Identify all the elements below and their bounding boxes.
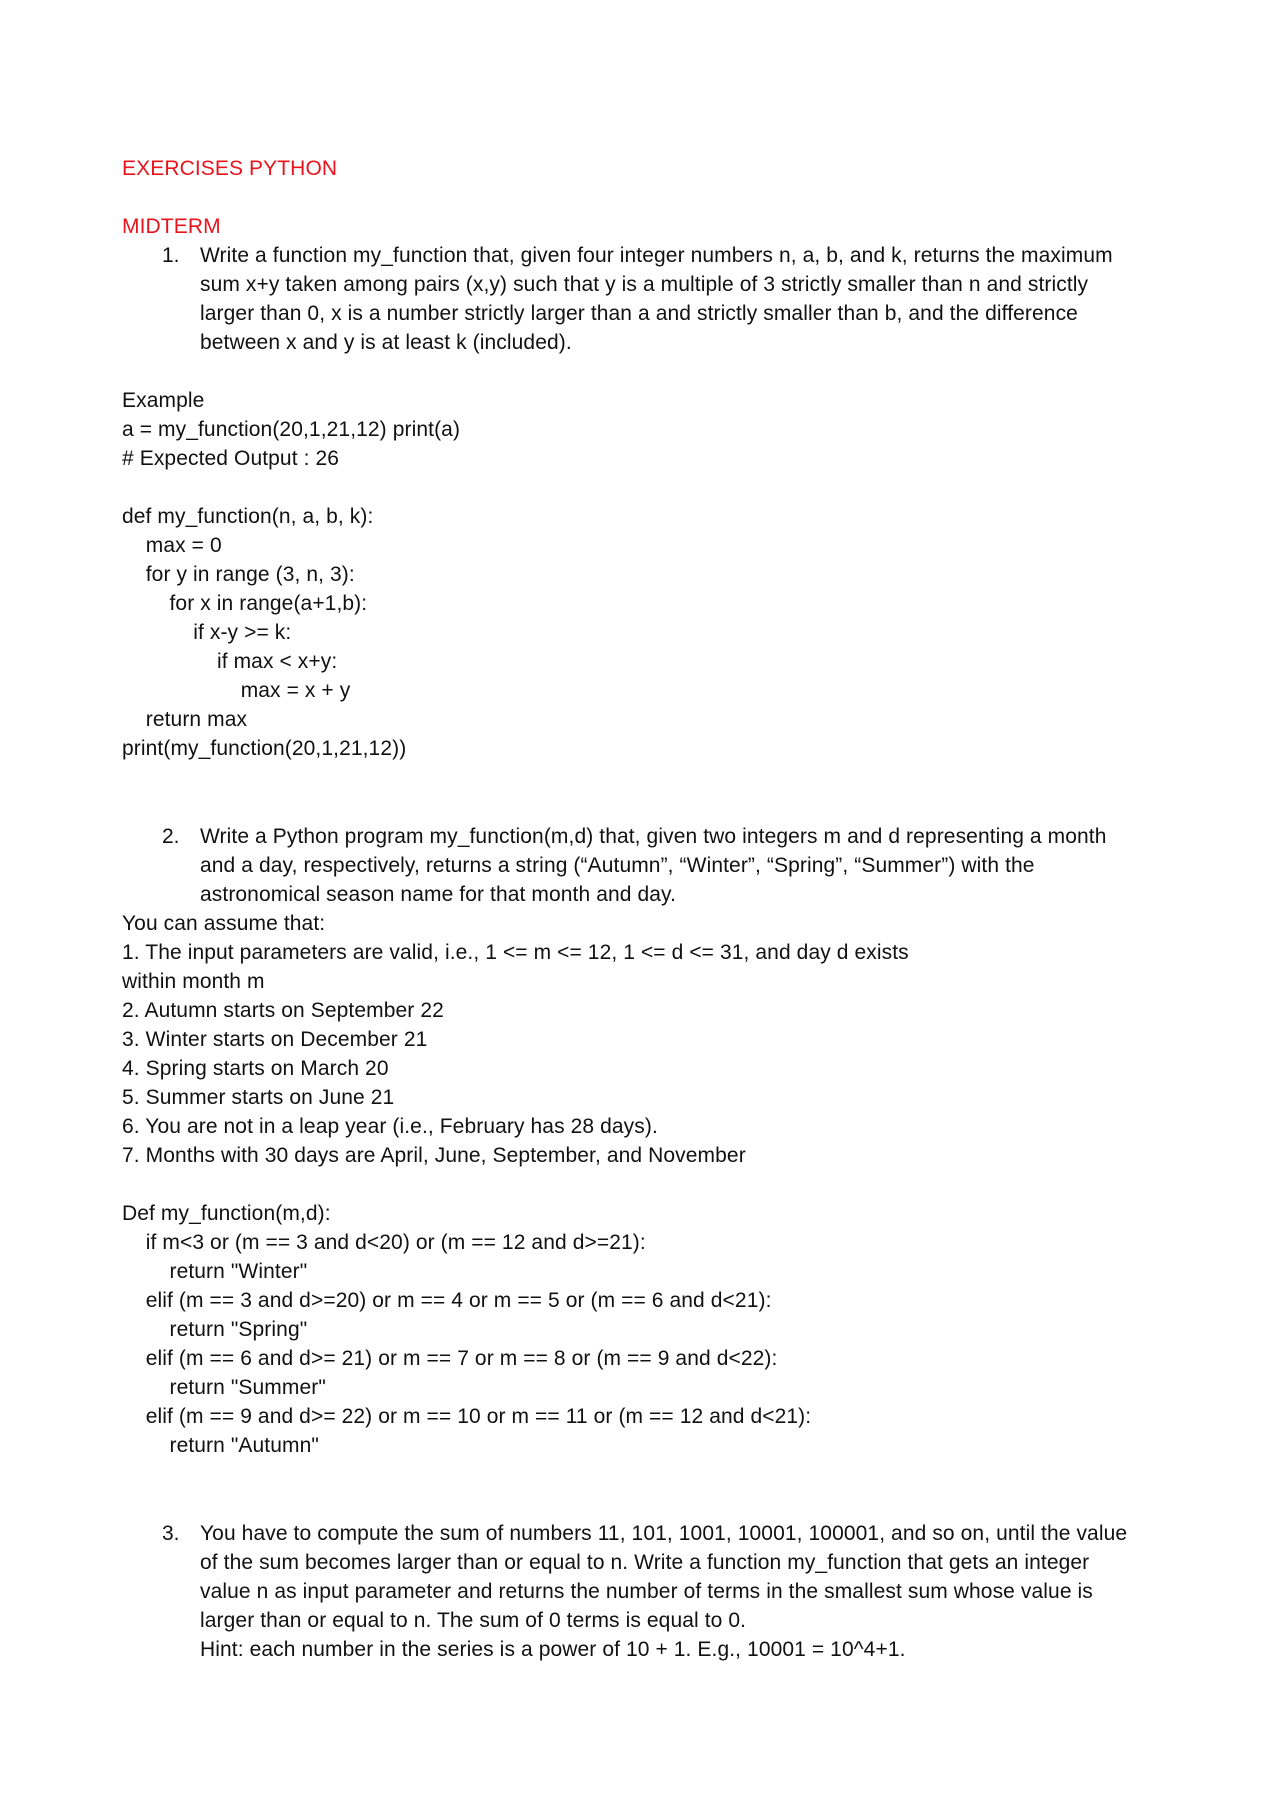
- exercise-1-line: between x and y is at least k (included).: [200, 331, 572, 354]
- exercise-3-number: 3.: [162, 1522, 180, 1545]
- exercise-3-line: You have to compute the sum of numbers 11, 101, 1001, 10001, 100001, and so on, until the value: [200, 1522, 1128, 1545]
- assumption-item: 5. Summer starts on June 21: [122, 1086, 395, 1109]
- code-line: return "Summer": [122, 1376, 326, 1399]
- assumption-item: 1. The input parameters are valid, i.e., 1 <= m <= 12, 1 <= d <= 31, and day d exists: [122, 941, 909, 964]
- code-line: return "Winter": [122, 1260, 308, 1283]
- assumption-item: 2. Autumn starts on September 22: [122, 999, 444, 1022]
- code-line: if x-y >= k:: [122, 621, 292, 644]
- code-line: elif (m == 9 and d>= 22) or m == 10 or m == 11 or (m == 12 and d<21):: [122, 1405, 812, 1428]
- exercise-3-line: larger than or equal to n. The sum of 0 terms is equal to 0.: [200, 1609, 747, 1632]
- code-line: return "Autumn": [122, 1434, 319, 1457]
- code-line: for x in range(a+1,b):: [122, 592, 368, 615]
- assumption-item: within month m: [122, 970, 265, 993]
- code-line: Def my_function(m,d):: [122, 1202, 331, 1225]
- assumptions-label: You can assume that:: [122, 912, 326, 935]
- exercise-3-line: value n as input parameter and returns the number of terms in the smallest sum whose value is: [200, 1580, 1093, 1603]
- code-line: if m<3 or (m == 3 and d<20) or (m == 12 and d>=21):: [122, 1231, 646, 1254]
- code-line: elif (m == 6 and d>= 21) or m == 7 or m == 8 or (m == 9 and d<22):: [122, 1347, 778, 1370]
- section-heading: MIDTERM: [122, 215, 221, 238]
- assumption-item: 7. Months with 30 days are April, June, September, and November: [122, 1144, 746, 1167]
- example-call: a = my_function(20,1,21,12) print(a): [122, 418, 461, 441]
- code-line: print(my_function(20,1,21,12)): [122, 737, 407, 760]
- code-line: for y in range (3, n, 3):: [122, 563, 355, 586]
- exercise-1-number: 1.: [162, 244, 180, 267]
- exercise-1-line: sum x+y taken among pairs (x,y) such that y is a multiple of 3 strictly smaller than n and strictly: [200, 273, 1089, 296]
- assumption-item: 3. Winter starts on December 21: [122, 1028, 428, 1051]
- exercise-1-line: larger than 0, x is a number strictly larger than a and strictly smaller than b, and the difference: [200, 302, 1078, 325]
- assumption-item: 4. Spring starts on March 20: [122, 1057, 389, 1080]
- exercise-2-line: Write a Python program my_function(m,d) that, given two integers m and d representing a month: [200, 825, 1107, 848]
- exercise-1-line: Write a function my_function that, given four integer numbers n, a, b, and k, returns the maximum: [200, 244, 1113, 267]
- example-label: Example: [122, 389, 205, 412]
- code-line: return max: [122, 708, 248, 731]
- code-line: def my_function(n, a, b, k):: [122, 505, 374, 528]
- exercise-2-number: 2.: [162, 825, 180, 848]
- code-line: return "Spring": [122, 1318, 308, 1341]
- example-output: # Expected Output : 26: [122, 447, 340, 470]
- exercise-2-line: astronomical season name for that month and day.: [200, 883, 677, 906]
- code-line: elif (m == 3 and d>=20) or m == 4 or m == 5 or (m == 6 and d<21):: [122, 1289, 772, 1312]
- assumption-item: 6. You are not in a leap year (i.e., February has 28 days).: [122, 1115, 658, 1138]
- code-line: max = x + y: [122, 679, 351, 702]
- exercise-3-hint: Hint: each number in the series is a power of 10 + 1. E.g., 10001 = 10^4+1.: [200, 1638, 906, 1661]
- code-line: if max < x+y:: [122, 650, 338, 673]
- exercise-2-line: and a day, respectively, returns a string (“Autumn”, “Winter”, “Spring”, “Summer”) with the: [200, 854, 1035, 877]
- exercise-3-line: of the sum becomes larger than or equal to n. Write a function my_function that gets an integer: [200, 1551, 1090, 1574]
- code-line: max = 0: [122, 534, 222, 557]
- document-title: EXERCISES PYTHON: [122, 157, 338, 180]
